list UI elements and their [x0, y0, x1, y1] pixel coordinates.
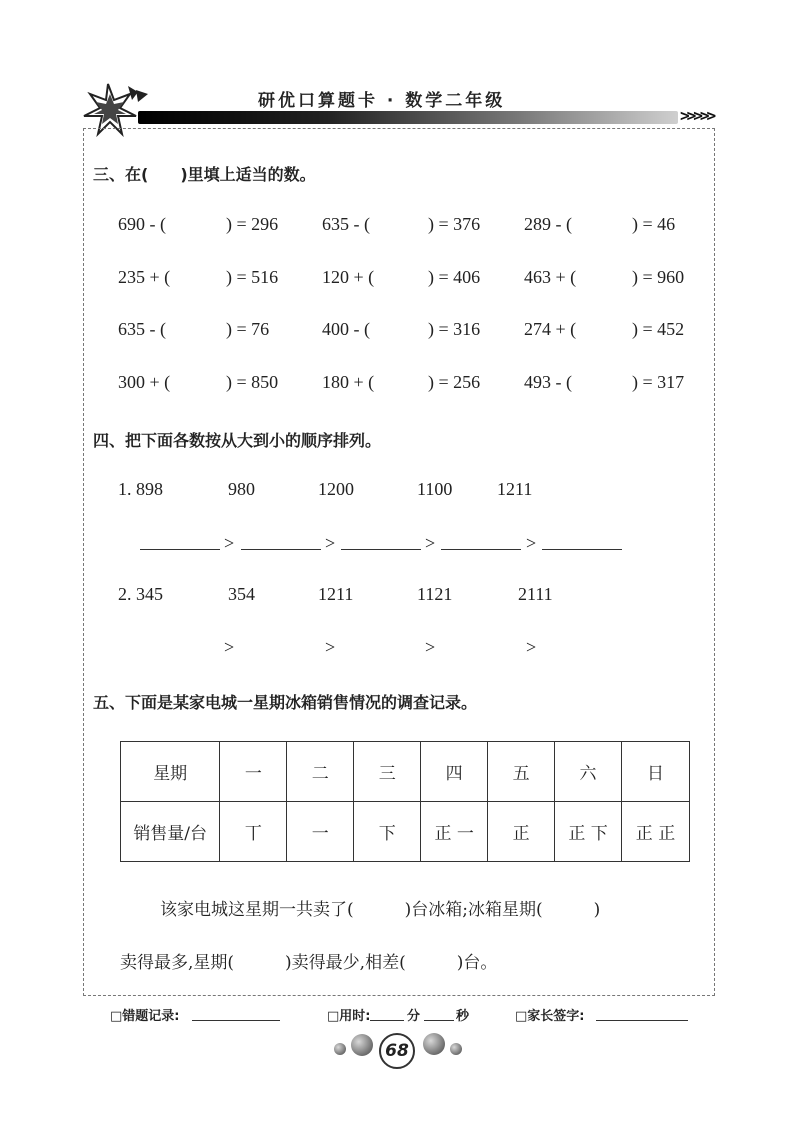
equation-right: ) = 452 [632, 319, 685, 339]
equation-right: ) = 850 [226, 372, 279, 392]
error-record-blank[interactable] [192, 1020, 280, 1021]
table-cell: 星期 [121, 742, 220, 802]
equation-left: 493 - ( [524, 372, 572, 392]
equation-left: 274 + ( [524, 319, 577, 339]
answer-blank[interactable] [140, 549, 220, 550]
equation-right: ) = 406 [428, 267, 481, 287]
equation-left: 463 + ( [524, 267, 577, 287]
tally-mark: 正 正 [622, 802, 690, 862]
equation-left: 235 + ( [118, 267, 171, 287]
number-item: 1211 [318, 584, 354, 604]
equation-left: 635 - ( [322, 214, 370, 234]
decorative-dot-icon [334, 1043, 346, 1055]
equation-left: 180 + ( [322, 372, 375, 392]
number-item: 1200 [318, 479, 354, 499]
tally-mark: 一 [287, 802, 354, 862]
table-cell: 三 [354, 742, 421, 802]
greater-than-sign: > [425, 533, 436, 553]
decorative-dot-icon [423, 1033, 445, 1055]
time-label: □用时: [327, 1009, 371, 1024]
table-row-label: 销售量/台 [121, 802, 220, 862]
table-row [121, 802, 690, 862]
table-cell: 日 [622, 742, 690, 802]
greater-than-sign: > [425, 637, 436, 657]
page-number: 68 [379, 1033, 415, 1069]
content-frame [83, 128, 715, 996]
equation-right: ) = 960 [632, 267, 685, 287]
tally-mark: 正 下 [555, 802, 622, 862]
number-item: 354 [228, 584, 255, 604]
tally-mark: 正 一 [421, 802, 488, 862]
decorative-dot-icon [351, 1034, 373, 1056]
equation-left: 289 - ( [524, 214, 572, 234]
equation-left: 400 - ( [322, 319, 370, 339]
minutes-label: 分 [407, 1009, 421, 1024]
minutes-blank[interactable] [370, 1020, 404, 1021]
number-item: 2. 345 [118, 584, 163, 604]
number-item: 1. 898 [118, 479, 163, 499]
equation-left: 300 + ( [118, 372, 171, 392]
equation-right: ) = 317 [632, 372, 685, 392]
answer-blank[interactable] [241, 549, 321, 550]
section-3-title: 三、在( )里填上适当的数。 [93, 165, 316, 184]
seconds-blank[interactable] [424, 1020, 454, 1021]
number-item: 1211 [497, 479, 533, 499]
tally-mark: 丅 [220, 802, 287, 862]
section-4-title: 四、把下面各数按从大到小的顺序排列。 [93, 431, 382, 450]
section-5-title: 五、下面是某家电城一星期冰箱销售情况的调查记录。 [93, 693, 478, 712]
equation-right: ) = 516 [226, 267, 279, 287]
header-title: 研优口算题卡 · 数学二年级 [258, 91, 506, 111]
greater-than-sign: > [526, 637, 537, 657]
equation-right: ) = 46 [632, 214, 676, 234]
table-header-row [121, 742, 690, 802]
sales-table [120, 741, 690, 862]
equation-left: 690 - ( [118, 214, 166, 234]
number-item: 1121 [417, 584, 453, 604]
parent-signature-label: □家长签字: [515, 1009, 585, 1024]
greater-than-sign: > [526, 533, 537, 553]
number-item: 980 [228, 479, 255, 499]
equation-right: ) = 376 [428, 214, 481, 234]
answer-blank[interactable] [441, 549, 521, 550]
header-bar [138, 111, 678, 124]
table-cell: 六 [555, 742, 622, 802]
seconds-label: 秒 [456, 1009, 470, 1024]
equation-left: 120 + ( [322, 267, 375, 287]
number-item: 2111 [518, 584, 553, 604]
header-arrows: >>>>> [680, 106, 714, 125]
greater-than-sign: > [325, 533, 336, 553]
table-cell: 四 [421, 742, 488, 802]
question-sentence-2: 卖得最多,星期( )卖得最少,相差( )台。 [120, 953, 498, 973]
table-cell: 五 [488, 742, 555, 802]
greater-than-sign: > [224, 533, 235, 553]
tally-mark: 下 [354, 802, 421, 862]
equation-left: 635 - ( [118, 319, 166, 339]
equation-right: ) = 76 [226, 319, 270, 339]
error-record-label: □错题记录: [110, 1009, 180, 1024]
greater-than-sign: > [325, 637, 336, 657]
answer-blank[interactable] [341, 549, 421, 550]
number-item: 1100 [417, 479, 453, 499]
parent-signature-blank[interactable] [596, 1020, 688, 1021]
equation-right: ) = 316 [428, 319, 481, 339]
greater-than-sign: > [224, 637, 235, 657]
question-sentence-1: 该家电城这星期一共卖了( )台冰箱;冰箱星期( ) [160, 900, 601, 920]
table-cell: 一 [220, 742, 287, 802]
tally-mark: 正 [488, 802, 555, 862]
table-cell: 二 [287, 742, 354, 802]
answer-blank[interactable] [542, 549, 622, 550]
decorative-dot-icon [450, 1043, 462, 1055]
equation-right: ) = 256 [428, 372, 481, 392]
equation-right: ) = 296 [226, 214, 279, 234]
